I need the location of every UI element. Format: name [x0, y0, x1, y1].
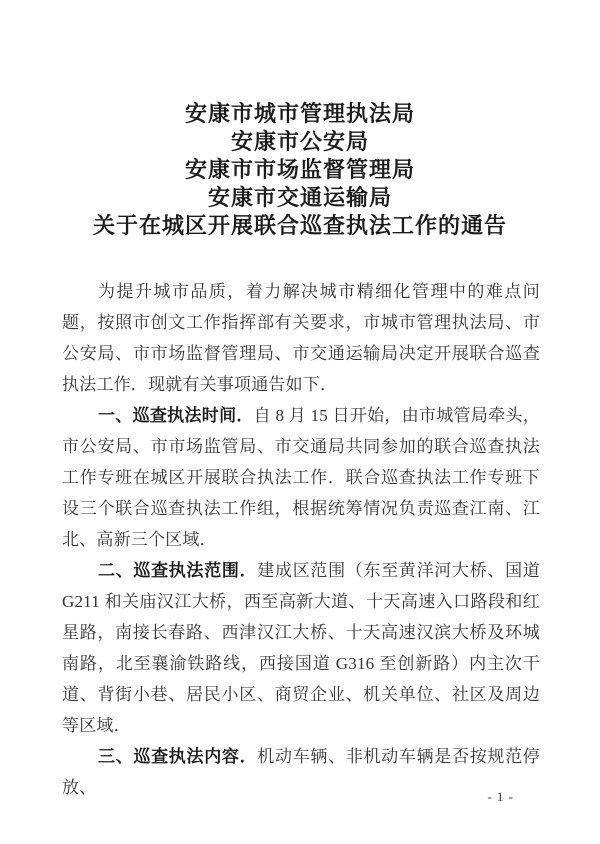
paragraph-text: 为提升城市品质，着力解决城市精细化管理中的难点问题，按照市创文工作指挥部有关要求，市城市管理执法局、市公安局、市市场监督管理局、市交通运输局决定开展联合巡查执法工作．现就有关事项通告如下． [62, 282, 540, 394]
title-line-agency-3: 安康市市场监督管理局 [184, 157, 415, 182]
paragraph-section-1 [62, 400, 540, 555]
document-body [62, 276, 540, 803]
section-heading-content: 三、巡查执法内容． [98, 747, 258, 766]
title-line-agency-2: 安康市公安局 [230, 129, 369, 154]
paragraph-section-2 [62, 555, 540, 741]
paragraph-text: 建成区范围（东至黄洋河大桥、国道 G211 和关庙汉江大桥，西至高新大道、十天高速入口路段和红星路，南接长春路、西津汉江大桥、十天高速汉滨大桥及环城南路，北至襄渝铁路线，西接国道 G316 至创新路）内主次干道、背街小巷、居民小区、商贸企业、机关单位、社区及周边等区域． [62, 561, 540, 735]
page-title [0, 0, 600, 240]
title-line-agency-4: 安康市交通运输局 [207, 185, 392, 210]
title-line-agency-1: 安康市城市管理执法局 [184, 101, 415, 126]
paragraph-intro [62, 276, 540, 400]
section-heading-time: 一、巡查执法时间． [98, 406, 254, 425]
paragraph-text: 机动车辆、非机动车辆是否按规范停放、 [62, 747, 540, 797]
paragraph-text: 自 8 月 15 日开始，由市城管局牵头，市公安局、市市场监管局、市交通局共同参加的联合巡查执法工作专班在城区开展联合执法工作．联合巡查执法工作专班下设三个联合巡查执法工作组，根据统筹情况负责巡查江南、江北、高新三个区域． [62, 406, 540, 549]
page-number: - 1 - [487, 789, 514, 804]
section-heading-scope: 二、巡查执法范围． [98, 561, 258, 580]
title-line-subject: 关于在城区开展联合巡查执法工作的通告 [92, 213, 507, 238]
paragraph-section-3 [62, 741, 540, 803]
